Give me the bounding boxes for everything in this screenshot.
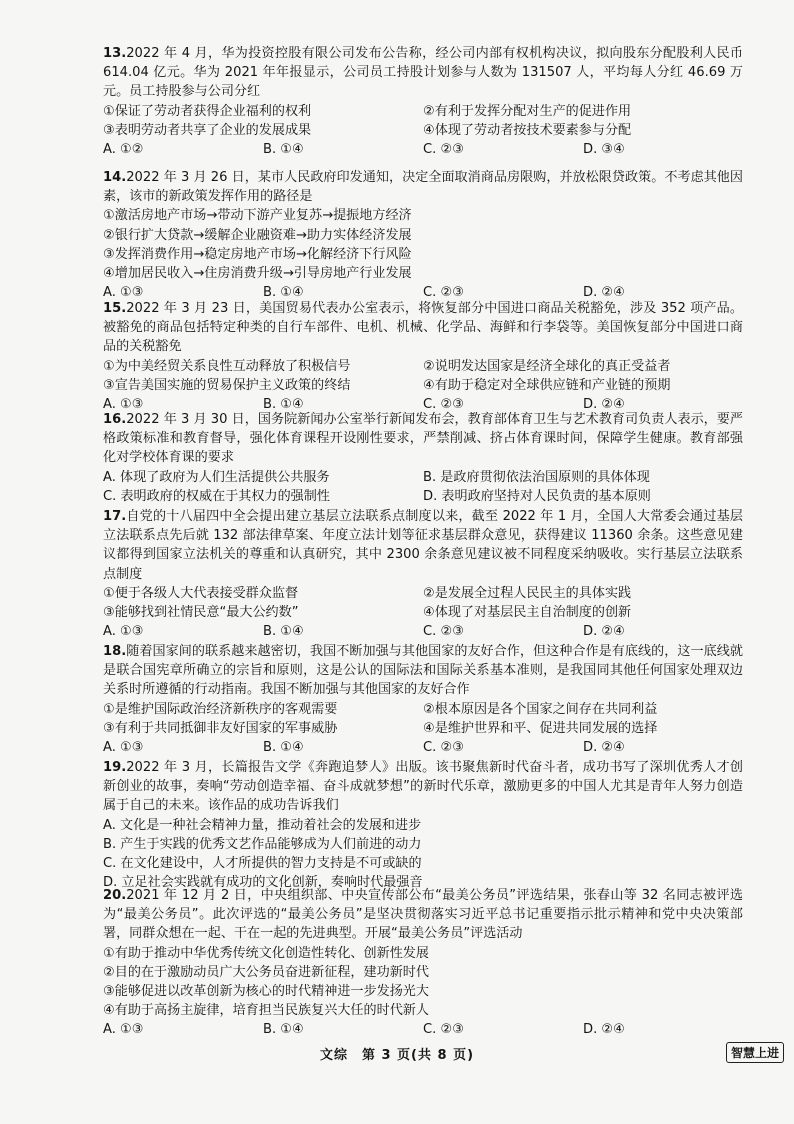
question-number: 19.: [103, 760, 127, 775]
question-18: [103, 642, 743, 757]
option-1: ①保证了劳动者获得企业福利的权利: [103, 103, 312, 119]
option-1: ①为中美经贸关系良性互动释放了积极信号: [103, 358, 351, 374]
question-number: 15.: [103, 301, 127, 316]
choice-row: [103, 738, 743, 757]
choice-a: A. ①②: [103, 142, 144, 158]
option-1: ①是维护国际政治经济新秩序的客观需要: [103, 701, 338, 717]
question-stem: 2022 年 4 月，华为投资控股有限公司发布公告称，经公司内部有权机构决议，拟向股东分配股利人民币 614.04 亿元。华为 2021 年年报显示，公司员工持股计划参与人数为 131507 人，平均每人分红 46.69 万元。员工持股参与公司分红: [103, 46, 743, 100]
choice-a: A. 体现了政府为人们生活提供公共服务: [103, 469, 330, 485]
choice-b: B. 是政府贯彻依法治国原则的具体体现: [423, 469, 650, 485]
choice-c: C. 在文化建设中，人才所提供的智力支持是不可或缺的: [103, 856, 422, 872]
question-number: 13.: [103, 46, 127, 61]
option-2: ②说明发达国家是经济全球化的真正受益者: [423, 358, 671, 374]
option-3: ③能够找到社情民意“最大公约数”: [103, 605, 299, 621]
choice-c: C. ②③: [423, 624, 464, 640]
choice-c: C. ②③: [423, 285, 464, 301]
option-1: ①便于各级人大代表接受群众监督: [103, 585, 299, 601]
option-row: [103, 584, 743, 603]
option-4: ④有助于稳定对全球供应链和产业链的预期: [423, 377, 671, 393]
option-3: ③宣告美国实施的贸易保护主义政策的终结: [103, 377, 351, 393]
choice-a: A. 文化是一种社会精神力量，推动着社会的发展和进步: [103, 817, 422, 833]
choice-d: D. ②④: [583, 285, 625, 301]
option-2: ②根本原因是各个国家之间存在共同利益: [423, 701, 658, 717]
question-number: 16.: [103, 412, 127, 427]
choice-b: B. ①④: [263, 740, 304, 756]
option-4: ④体现了对基层民主自治制度的创新: [423, 605, 632, 621]
choice-a: A. ①③: [103, 624, 144, 640]
choice-a: A. ①③: [103, 740, 144, 756]
choice-b: B. ①④: [263, 397, 304, 413]
question-stem: 2021 年 12 月 2 日，中央组织部、中央宣传部公布“最美公务员”评选结果，张春山等 32 名同志被评选为“最美公务员”。此次评选的“最美公务员”是坚决贯彻落实习近平总书记重要指示批示精神和党中央决策部署，同群众想在一起、干在一起的先进典型。开展“最美公务员”评选活动: [103, 888, 743, 942]
option-4: ④是维护世界和平、促进共同发展的选择: [423, 720, 658, 736]
choice-d: D. ②④: [583, 397, 625, 413]
choice-row: [103, 1020, 743, 1039]
choice-b: B. ①④: [263, 142, 304, 158]
option-row: [103, 603, 743, 622]
option-row: [103, 468, 743, 487]
option-row: [103, 357, 743, 376]
choice-d: D. ②④: [583, 740, 625, 756]
choice-d: D. 表明政府坚持对人民负责的基本原则: [423, 488, 651, 504]
question-number: 18.: [103, 644, 127, 659]
option-3: ③能够促进以改革创新为核心的时代精神进一步发扬光大: [103, 984, 429, 1000]
option-1: ①有助于推动中华优秀传统文化创造性转化、创新性发展: [103, 945, 429, 961]
brand-stamp: 智慧上进: [726, 1042, 784, 1063]
question-16: [103, 410, 743, 506]
question-stem: 自党的十八届四中全会提出建立基层立法联系点制度以来，截至 2022 年 1 月，全国人大常委会通过基层立法联系点先后就 132 部法律草案、年度立法计划等征求基层群众意见，获得建议 11360 余条。这些意见建议都得到国家立法机关的尊重和认真研究，其中 2300 余条意见建议被不同程度采纳吸收。实行基层立法联系点制度: [103, 509, 743, 582]
choice-b: B. ①④: [263, 624, 304, 640]
option-row: [103, 376, 743, 395]
option-1: ①激活房地产市场→带动下游产业复苏→提振地方经济: [103, 208, 412, 224]
question-stem: 2022 年 3 月 23 日，美国贸易代表办公室表示，将恢复部分中国进口商品关税豁免，涉及 352 项产品。被豁免的商品包括特定种类的自行车部件、电机、机械、化学品、海鲜和行李袋等。美国恢复部分中国进口商品的关税豁免: [103, 301, 743, 355]
option-2: ②目的在于激励动员广大公务员奋进新征程，建功新时代: [103, 964, 429, 980]
choice-b: B. ①④: [263, 1022, 304, 1038]
option-row: [103, 102, 743, 121]
question-14: [103, 168, 743, 302]
question-stem: 2022 年 3 月 26 日，某市人民政府印发通知，决定全面取消商品房限购，并放松限贷政策。不考虑其他因素，该市的新政策发挥作用的路径是: [103, 170, 743, 205]
question-number: 17.: [103, 509, 127, 524]
choice-c: C. ②③: [423, 142, 464, 158]
question-19: [103, 758, 743, 892]
choice-d: D. 立足社会实践就有成功的文化创新，奏响时代最强音: [103, 875, 423, 891]
option-3: ③表明劳动者共享了企业的发展成果: [103, 122, 312, 138]
choice-c: C. ②③: [423, 397, 464, 413]
choice-a: A. ①③: [103, 397, 144, 413]
option-row: [103, 719, 743, 738]
question-stem: 2022 年 3 月，长篇报告文学《奔跑追梦人》出版。该书聚焦新时代奋斗者，成功书写了深圳优秀人才创新创业的故事，奏响“劳动创造幸福、奋斗成就梦想”的新时代乐章，激励更多的中国人尤其是青年人努力创造属于自己的未来。该作品的成功告诉我们: [103, 760, 743, 814]
choice-row: [103, 140, 743, 159]
choice-a: A. ①③: [103, 285, 144, 301]
choice-row: [103, 622, 743, 641]
option-2: ②银行扩大贷款→缓解企业融资难→助力实体经济发展: [103, 227, 412, 243]
question-20: [103, 886, 743, 1040]
question-number: 20.: [103, 888, 127, 903]
choice-c: C. ②③: [423, 1022, 464, 1038]
question-15: [103, 299, 743, 414]
option-3: ③有利于共同抵御非友好国家的军事威胁: [103, 720, 338, 736]
option-4: ④有助于高扬主旋律，培育担当民族复兴大任的时代新人: [103, 1003, 429, 1019]
page-footer: 文综 第 3 页(共 8 页): [319, 1048, 475, 1063]
question-stem: 2022 年 3 月 30 日，国务院新闻办公室举行新闻发布会，教育部体育卫生与艺术教育司负责人表示，要严格政策标准和教育督导，强化体育课程开设刚性要求，严禁削减、挤占体育课时间，保障学生健康。教育部强化对学校体育课的要求: [103, 412, 743, 466]
choice-a: A. ①③: [103, 1022, 144, 1038]
question-stem: 随着国家间的联系越来越密切，我国不断加强与其他国家的友好合作，但这种合作是有底线的，这一底线就是联合国宪章所确立的宗旨和原则，这是公认的国际法和国际关系基本准则，是我国同其他任何国家处理双边关系时所遵循的行动指南。我国不断加强与其他国家的友好合作: [103, 644, 743, 698]
choice-c: C. 表明政府的权威在于其权力的强制性: [103, 488, 330, 504]
question-13: [103, 44, 743, 159]
option-row: [103, 700, 743, 719]
option-row: [103, 121, 743, 140]
choice-c: C. ②③: [423, 740, 464, 756]
option-2: ②有利于发挥分配对生产的促进作用: [423, 103, 632, 119]
option-3: ③发挥消费作用→稳定房地产市场→化解经济下行风险: [103, 246, 412, 262]
question-number: 14.: [103, 170, 127, 185]
option-row: [103, 487, 743, 506]
choice-b: B. 产生于实践的优秀文艺作品能够成为人们前进的动力: [103, 836, 422, 852]
choice-b: B. ①④: [263, 285, 304, 301]
option-4: ④体现了劳动者按技术要素参与分配: [423, 122, 632, 138]
choice-d: D. ②④: [583, 624, 625, 640]
choice-d: D. ③④: [583, 142, 625, 158]
option-4: ④增加居民收入→住房消费升级→引导房地产行业发展: [103, 266, 412, 282]
option-2: ②是发展全过程人民民主的具体实践: [423, 585, 632, 601]
question-17: [103, 507, 743, 641]
choice-d: D. ②④: [583, 1022, 625, 1038]
